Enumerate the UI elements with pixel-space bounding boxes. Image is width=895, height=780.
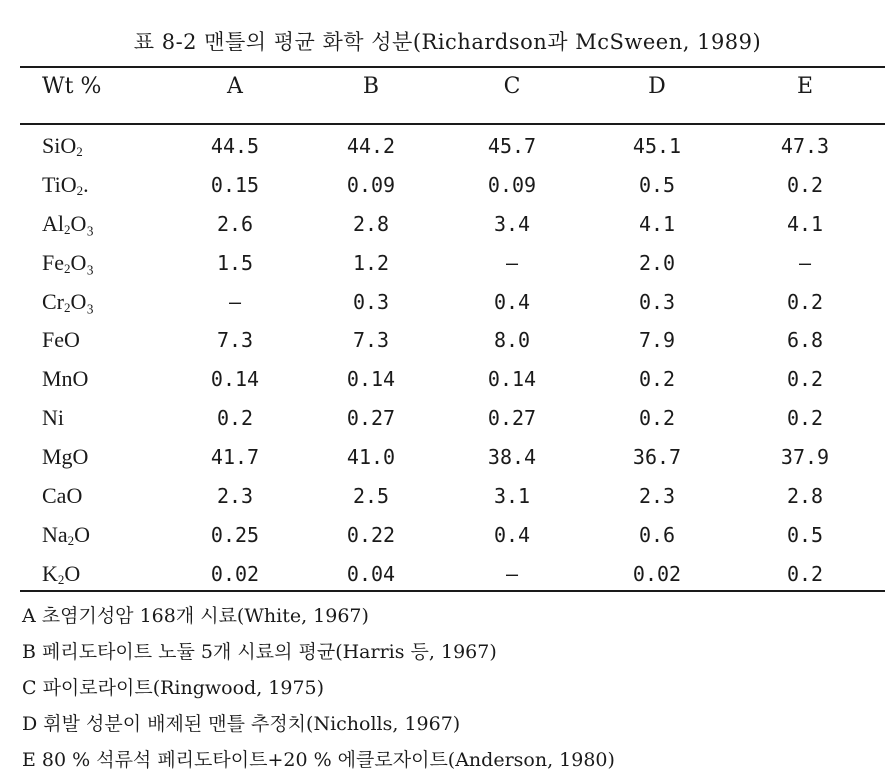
value-col-a: 2.6: [216, 211, 254, 236]
table-row: [0, 166, 895, 205]
table-body: [0, 127, 895, 594]
header-col-e: E: [796, 74, 814, 99]
row-label-main: Na: [42, 521, 68, 547]
value-col-d: 0.3: [638, 289, 676, 314]
table-row: [0, 127, 895, 166]
value-col-b: 0.04: [346, 561, 396, 586]
value-col-c: 3.1: [493, 484, 531, 509]
value-col-a: 0.25: [210, 522, 260, 547]
header-col-b: B: [362, 74, 380, 99]
table-row: [0, 555, 895, 594]
row-label-main: FeO: [42, 327, 80, 353]
row-label-subscript: 2: [76, 144, 83, 159]
row-label-main: MgO: [42, 444, 89, 470]
value-col-b: 7.3: [352, 328, 390, 353]
row-label-main: Al: [42, 210, 64, 236]
table-row: [0, 205, 895, 244]
value-col-a: 7.3: [216, 328, 254, 353]
row-label-main: Fe: [42, 249, 64, 275]
table-notes: [22, 598, 882, 778]
value-col-c: 0.09: [487, 172, 537, 197]
row-label-tail: O₃: [70, 288, 95, 314]
note-c: C 파이로라이트(Ringwood, 1975): [22, 677, 325, 699]
row-label-subscript: 2: [64, 299, 71, 315]
row-label-main: SiO: [42, 133, 77, 158]
table-row: [0, 438, 895, 477]
row-label-tail: O: [64, 560, 81, 586]
row-label-subscript: 2: [76, 182, 84, 198]
value-col-b: 0.3: [352, 289, 390, 314]
value-col-a: 44.5: [210, 134, 260, 158]
value-col-c: 45.7: [487, 134, 537, 158]
value-col-b: 41.0: [346, 445, 396, 470]
value-col-a: 1.5: [216, 250, 254, 275]
value-col-e: 47.3: [780, 134, 830, 158]
value-col-e: 37.9: [780, 445, 830, 470]
value-col-d: 2.3: [638, 484, 676, 509]
row-label-main: TiO: [42, 171, 77, 197]
value-col-b: 2.5: [352, 484, 390, 509]
row-label-tail: O₃: [70, 249, 95, 275]
value-col-b: 0.09: [346, 172, 396, 197]
value-col-e: 0.2: [786, 367, 824, 392]
table-row: [0, 360, 895, 399]
value-col-e: 0.5: [786, 522, 824, 547]
value-col-a: 41.7: [210, 445, 260, 470]
row-label-tail: O₃: [70, 210, 95, 236]
value-col-c: 8.0: [493, 328, 531, 353]
note-e: E 80 % 석류석 페리도타이트+20 % 에클로자이트(Anderson, 1980): [22, 749, 615, 771]
value-col-e: 2.8: [786, 484, 824, 509]
header-col-c: C: [503, 74, 521, 99]
value-col-a: 0.2: [216, 406, 254, 431]
row-label: [42, 555, 80, 600]
table-caption: 표 8-2 맨틀의 평균 화학 성분(Richardson과 McSween, 1989): [133, 30, 762, 54]
value-col-b: 2.8: [352, 211, 390, 236]
value-col-d: 0.5: [638, 172, 676, 197]
value-col-d: 2.0: [638, 250, 676, 275]
value-col-a: 0.15: [210, 172, 260, 197]
row-label-subscript: 2: [67, 532, 75, 548]
value-col-d: 45.1: [632, 134, 682, 158]
value-col-a: 2.3: [216, 484, 254, 509]
value-col-e: —: [798, 250, 812, 275]
value-col-d: 0.2: [638, 406, 676, 431]
value-col-c: 3.4: [493, 211, 531, 236]
table-row: [0, 321, 895, 360]
value-col-b: 0.27: [346, 406, 396, 431]
row-label-tail: O: [74, 521, 91, 547]
value-col-c: 38.4: [487, 445, 537, 470]
value-col-d: 4.1: [638, 211, 676, 236]
value-col-d: 0.6: [638, 522, 676, 547]
value-col-c: 0.4: [493, 289, 531, 314]
value-col-c: —: [505, 250, 519, 275]
value-col-e: 4.1: [786, 211, 824, 236]
value-col-b: 44.2: [346, 134, 396, 158]
table-header-row: [0, 74, 895, 114]
value-col-c: 0.14: [487, 367, 537, 392]
row-label-main: Cr: [42, 288, 64, 314]
value-col-d: 7.9: [638, 328, 676, 353]
bottom-rule: [20, 590, 885, 592]
header-label: Wt %: [42, 74, 102, 99]
value-col-d: 0.2: [638, 367, 676, 392]
row-label-subscript: 2: [64, 221, 71, 237]
value-col-c: 0.27: [487, 406, 537, 431]
row-label-main: Ni: [42, 405, 64, 431]
value-col-a: 0.14: [210, 367, 260, 392]
value-col-e: 0.2: [786, 406, 824, 431]
top-rule: [20, 66, 885, 68]
row-label-subscript: 2: [57, 571, 65, 587]
table-row: [0, 399, 895, 438]
row-label-main: K: [42, 560, 58, 586]
table-row: [0, 477, 895, 516]
value-col-e: 6.8: [786, 328, 824, 353]
note-d: D 휘발 성분이 배제된 맨틀 추정치(Nicholls, 1967): [22, 713, 461, 735]
value-col-c: —: [505, 561, 519, 586]
table-row: [0, 516, 895, 555]
row-label-tail: .: [83, 171, 89, 197]
row-label-main: MnO: [42, 366, 89, 392]
value-col-a: —: [228, 289, 242, 314]
table-row: [0, 244, 895, 283]
value-col-b: 1.2: [352, 250, 390, 275]
value-col-c: 0.4: [493, 522, 531, 547]
row-label-subscript: 2: [64, 260, 71, 276]
value-col-d: 0.02: [632, 561, 682, 586]
value-col-a: 0.02: [210, 561, 260, 586]
header-col-a: A: [227, 74, 243, 99]
header-rule: [20, 123, 885, 125]
value-col-b: 0.14: [346, 367, 396, 392]
value-col-e: 0.2: [786, 561, 824, 586]
header-col-d: D: [648, 74, 666, 99]
value-col-d: 36.7: [632, 445, 682, 470]
table-row: [0, 283, 895, 322]
note-a: A 초염기성암 168개 시료(White, 1967): [22, 605, 369, 627]
value-col-e: 0.2: [786, 172, 824, 197]
value-col-b: 0.22: [346, 522, 396, 547]
note-b: B 페리도타이트 노듈 5개 시료의 평균(Harris 등, 1967): [22, 641, 497, 663]
value-col-e: 0.2: [786, 289, 824, 314]
row-label-main: CaO: [42, 483, 83, 509]
